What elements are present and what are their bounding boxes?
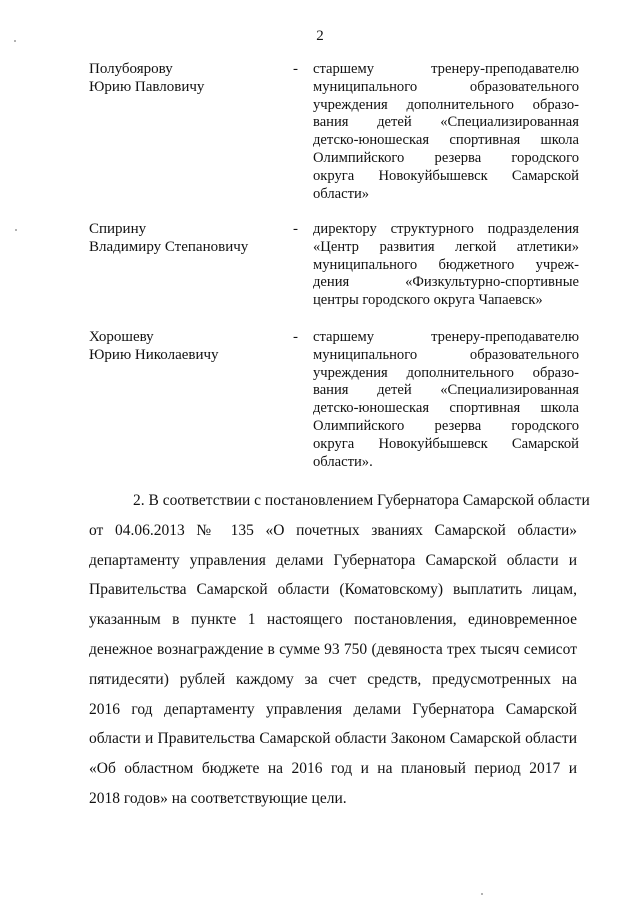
title-line: старшему тренеру-преподавателю	[313, 61, 579, 77]
title-line: «Центр развития легкой атлетики»	[313, 238, 579, 255]
recipient-name	[89, 221, 279, 257]
recipient-title	[313, 329, 579, 471]
scan-speck	[14, 40, 16, 42]
entry-dash: -	[293, 329, 298, 345]
entry-dash: -	[293, 61, 298, 77]
title-line: Олимпийского резерва городского	[313, 149, 579, 166]
title-line: области».	[313, 453, 373, 470]
entry-dash: -	[293, 221, 298, 237]
page-number: 2	[316, 28, 324, 44]
paragraph-line: департаменту управления делами Губернатора Самарской области и	[89, 551, 577, 569]
paragraph-line: 2. В соответствии с постановлением Губернатора Самарской области	[133, 492, 590, 509]
title-line: округа Новокуйбышевск Самарской	[313, 435, 579, 452]
paragraph-line: от 04.06.2013 № 135 «О почетных званиях Самарской области»	[89, 521, 577, 539]
title-line: муниципального образовательного	[313, 346, 579, 363]
recipient-given-names: Юрию Павловичу	[89, 78, 205, 95]
title-line: детско-юношеская спортивная школа	[313, 132, 579, 149]
title-line: учреждения дополнительного образо-	[313, 96, 579, 113]
title-line: старшему тренеру-преподавателю	[313, 329, 579, 345]
scan-speck	[481, 893, 483, 895]
paragraph-line: Правительства Самарской области (Коматовскому) выплатить лицам,	[89, 581, 577, 599]
title-line: вания детей «Специализированная	[313, 382, 579, 399]
recipient-surname: Полубоярову	[89, 61, 173, 77]
recipient-title	[313, 61, 579, 203]
title-line: округа Новокуйбышевск Самарской	[313, 167, 579, 184]
recipient-given-names: Юрию Николаевичу	[89, 346, 219, 363]
title-line: директору структурного подразделения	[313, 221, 579, 237]
title-line: Олимпийского резерва городского	[313, 417, 579, 434]
resolution-paragraph	[89, 486, 590, 814]
paragraph-line: области и Правительства Самарской области Законом Самарской области	[89, 730, 577, 748]
title-line: области»	[313, 185, 370, 202]
paragraph-line: пятидесяти) рублей каждому за счет средств, предусмотренных на	[89, 670, 577, 688]
recipient-surname: Хорошеву	[89, 329, 154, 345]
scan-speck	[15, 229, 17, 231]
paragraph-line: 2018 годов» на соответствующие цели.	[89, 789, 347, 807]
title-line: муниципального бюджетного учреж-	[313, 256, 579, 273]
paragraph-line: «Об областном бюджете на 2016 год и на плановый период 2017 и	[89, 760, 577, 778]
paragraph-line: денежное вознаграждение в сумме 93 750 (девяноста трех тысяч семисот	[89, 640, 577, 658]
paragraph-line: указанным в пункте 1 настоящего постановления, единовременное	[89, 611, 577, 629]
title-line: дения «Физкультурно-спортивные	[313, 274, 579, 291]
title-line: вания детей «Специализированная	[313, 114, 579, 131]
paragraph-line: 2016 год департаменту управления делами Губернатора Самарской	[89, 700, 577, 718]
recipient-name	[89, 329, 279, 365]
title-line: детско-юношеская спортивная школа	[313, 400, 579, 417]
recipient-given-names: Владимиру Степановичу	[89, 238, 249, 255]
recipient-name	[89, 61, 279, 97]
recipient-title	[313, 221, 579, 310]
title-line: учреждения дополнительного образо-	[313, 364, 579, 381]
title-line: муниципального образовательного	[313, 78, 579, 95]
recipient-surname: Спирину	[89, 221, 147, 237]
title-line: центры городского округа Чапаевск»	[313, 292, 543, 309]
